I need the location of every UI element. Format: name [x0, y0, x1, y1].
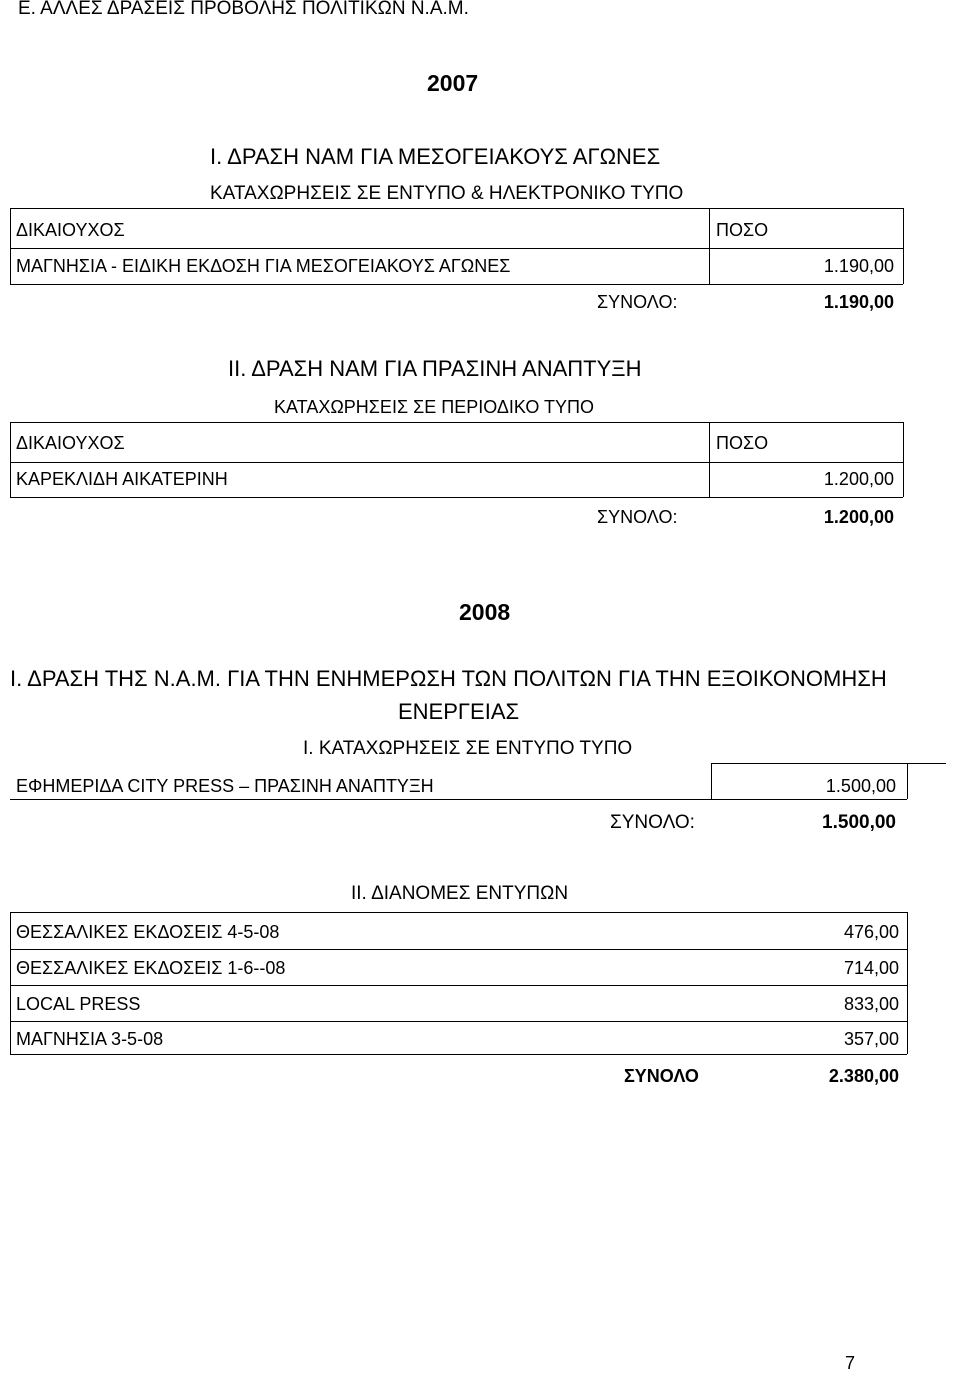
total-label: ΣΥΝΟΛΟ: [597, 507, 678, 527]
page-number: 7 [845, 1353, 856, 1373]
col-header-amount: ΠΟΣΟ [716, 433, 769, 453]
row-name: ΚΑΡΕΚΛΙΔΗ ΑΙΚΑΤΕΡΙΝΗ [16, 469, 228, 489]
row-amount: 357,00 [843, 1029, 899, 1049]
row-name: ΘΕΣΣΑΛΙΚΕΣ ΕΚΔΟΣΕΙΣ 1-6--08 [16, 958, 286, 978]
row-amount: 1.500,00 [825, 776, 896, 796]
section-2007-1-title: Ι. ΔΡΑΣΗ ΝΑΜ ΓΙΑ ΜΕΣΟΓΕΙΑΚΟΥΣ ΑΓΩΝΕΣ [210, 144, 661, 169]
total-value: 2.380,00 [828, 1066, 899, 1086]
row-amount: 476,00 [843, 922, 899, 942]
row-amount: 1.200,00 [823, 469, 894, 489]
row-amount: 1.190,00 [823, 256, 894, 276]
col-header-beneficiary: ΔΙΚΑΙΟΥΧΟΣ [16, 220, 125, 240]
section-2008-1-subtitle: Ι. ΚΑΤΑΧΩΡΗΣΕΙΣ ΣΕ ΕΝΤΥΠΟ ΤΥΠΟ [303, 738, 633, 759]
section-2008-2-title: ΙΙ. ΔΙΑΝΟΜΕΣ ΕΝΤΥΠΩΝ [351, 883, 569, 904]
total-value: 1.200,00 [823, 507, 894, 527]
section-2007-1-subtitle: ΚΑΤΑΧΩΡΗΣΕΙΣ ΣΕ ΕΝΤΥΠΟ & ΗΛΕΚΤΡΟΝΙΚΟ ΤΥΠΟ [210, 183, 684, 204]
section-2008-1-title-line1: Ι. ΔΡΑΣΗ ΤΗΣ Ν.Α.Μ. ΓΙΑ ΤΗΝ ΕΝΗΜΕΡΩΣΗ ΤΩΝ ΠΟΛΙΤΩΝ ΓΙΑ ΤΗΝ ΕΞΟΙΚΟΝΟΜΗΣΗ [10, 666, 887, 691]
section-2007-2-subtitle: ΚΑΤΑΧΩΡΗΣΕΙΣ ΣΕ ΠΕΡΙΟΔΙΚΟ ΤΥΠΟ [274, 397, 594, 417]
row-name: ΘΕΣΣΑΛΙΚΕΣ ΕΚΔΟΣΕΙΣ 4-5-08 [16, 922, 280, 942]
total-value: 1.500,00 [822, 812, 896, 833]
total-label: ΣΥΝΟΛΟ: [597, 292, 678, 312]
row-name: LOCAL PRESS [16, 994, 141, 1014]
total-label: ΣΥΝΟΛΟ: [610, 812, 695, 833]
section-2007-2-title: ΙΙ. ΔΡΑΣΗ ΝΑΜ ΓΙΑ ΠΡΑΣΙΝΗ ΑΝΑΠΤΥΞΗ [228, 356, 642, 381]
page-heading: Ε. ΑΛΛΕΣ ΔΡΑΣΕΙΣ ΠΡΟΒΟΛΗΣ ΠΟΛΙΤΙΚΩΝ Ν.Α.Μ. [18, 0, 469, 19]
row-name: ΜΑΓΝΗΣΙΑ - ΕΙΔΙΚΗ ΕΚΔΟΣΗ ΓΙΑ ΜΕΣΟΓΕΙΑΚΟΥΣ ΑΓΩΝΕΣ [16, 256, 511, 276]
col-header-amount: ΠΟΣΟ [716, 220, 769, 240]
section-2008-1-title-line2: ΕΝΕΡΓΕΙΑΣ [398, 699, 520, 724]
col-header-beneficiary: ΔΙΚΑΙΟΥΧΟΣ [16, 433, 125, 453]
total-value: 1.190,00 [823, 292, 894, 312]
year-2008-heading: 2008 [459, 599, 511, 625]
row-name: ΜΑΓΝΗΣΙΑ 3-5-08 [16, 1029, 164, 1049]
row-name: ΕΦΗΜΕΡΙΔΑ CITY PRESS – ΠΡΑΣΙΝΗ ΑΝΑΠΤΥΞΗ [16, 776, 434, 796]
row-amount: 714,00 [843, 958, 899, 978]
row-amount: 833,00 [843, 994, 899, 1014]
total-label: ΣΥΝΟΛΟ [624, 1066, 699, 1086]
year-2007-heading: 2007 [427, 70, 479, 96]
